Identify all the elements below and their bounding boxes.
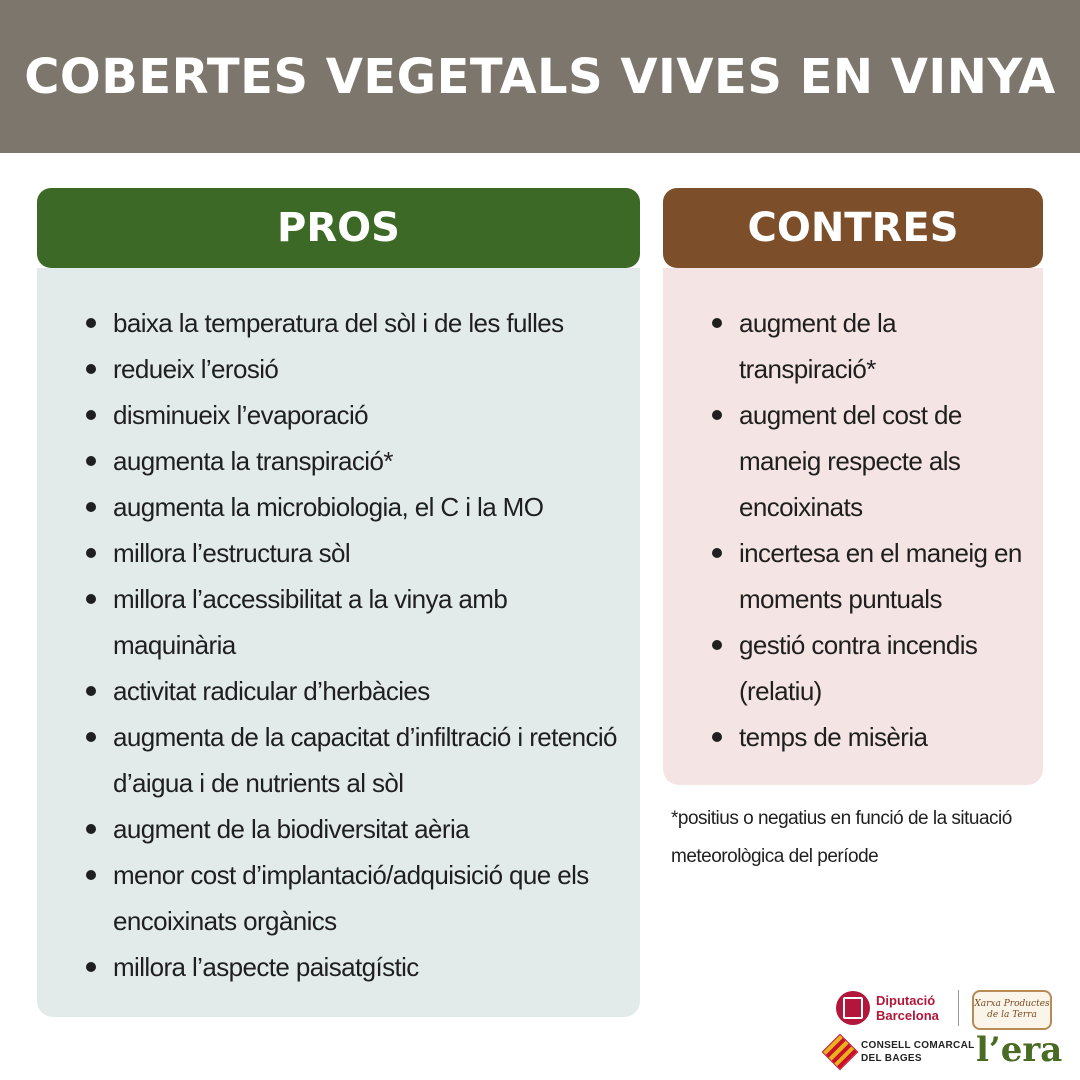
diputacio-barcelona-logo xyxy=(836,990,939,1026)
diputacio-name-line1: Diputació xyxy=(876,993,936,1008)
pros-item: baixa la temperatura del sòl i de les fulles xyxy=(113,300,633,346)
consell-comarcal-logo xyxy=(823,1035,975,1069)
pros-item: menor cost d’implantació/adquisició que els encoixinats orgànics xyxy=(113,852,633,944)
pros-item: activitat radicular d’herbàcies xyxy=(113,668,633,714)
contres-item: augment del cost de maneig respecte als encoixinats xyxy=(739,392,1029,530)
pros-item: augmenta la microbiologia, el C i la MO xyxy=(113,484,633,530)
diputacio-name-line2: Barcelona xyxy=(876,1008,939,1023)
consell-name-line1: CONSELL COMARCAL xyxy=(861,1040,975,1051)
xarxa-productes-logo: Xarxa Productes de la Terra xyxy=(972,990,1052,1030)
diputacio-seal-icon xyxy=(836,991,870,1025)
page-title: COBERTES VEGETALS VIVES EN VINYA xyxy=(24,48,1056,105)
contres-list xyxy=(739,300,1029,760)
pros-heading: PROS xyxy=(37,188,640,268)
pros-item: millora l’aspecte paisatgístic xyxy=(113,944,633,990)
contres-heading: CONTRES xyxy=(663,188,1043,268)
pros-item: augment de la biodiversitat aèria xyxy=(113,806,633,852)
contres-item: incertesa en el maneig en moments puntuals xyxy=(739,530,1029,622)
era-logo: l’era xyxy=(976,1030,1063,1070)
pros-item: millora l’estructura sòl xyxy=(113,530,633,576)
logo-divider xyxy=(958,990,959,1026)
pros-item: disminueix l’evaporació xyxy=(113,392,633,438)
pros-item: millora l’accessibilitat a la vinya amb maquinària xyxy=(113,576,633,668)
pros-item: augmenta la transpiració* xyxy=(113,438,633,484)
contres-item: gestió contra incendis (relatiu) xyxy=(739,622,1029,714)
pros-item: redueix l’erosió xyxy=(113,346,633,392)
consell-name-line2: DEL BAGES xyxy=(861,1053,922,1064)
header-banner xyxy=(0,0,1080,153)
footnote: *positius o negatius en funció de la situació meteorològica del període xyxy=(671,808,1012,867)
contres-item: augment de la transpiració* xyxy=(739,300,1029,392)
pros-item: augmenta de la capacitat d’infiltració i retenció d’aigua i de nutrients al sòl xyxy=(113,714,633,806)
consell-shield-icon xyxy=(822,1034,859,1071)
contres-item: temps de misèria xyxy=(739,714,1029,760)
pros-list xyxy=(113,300,633,990)
